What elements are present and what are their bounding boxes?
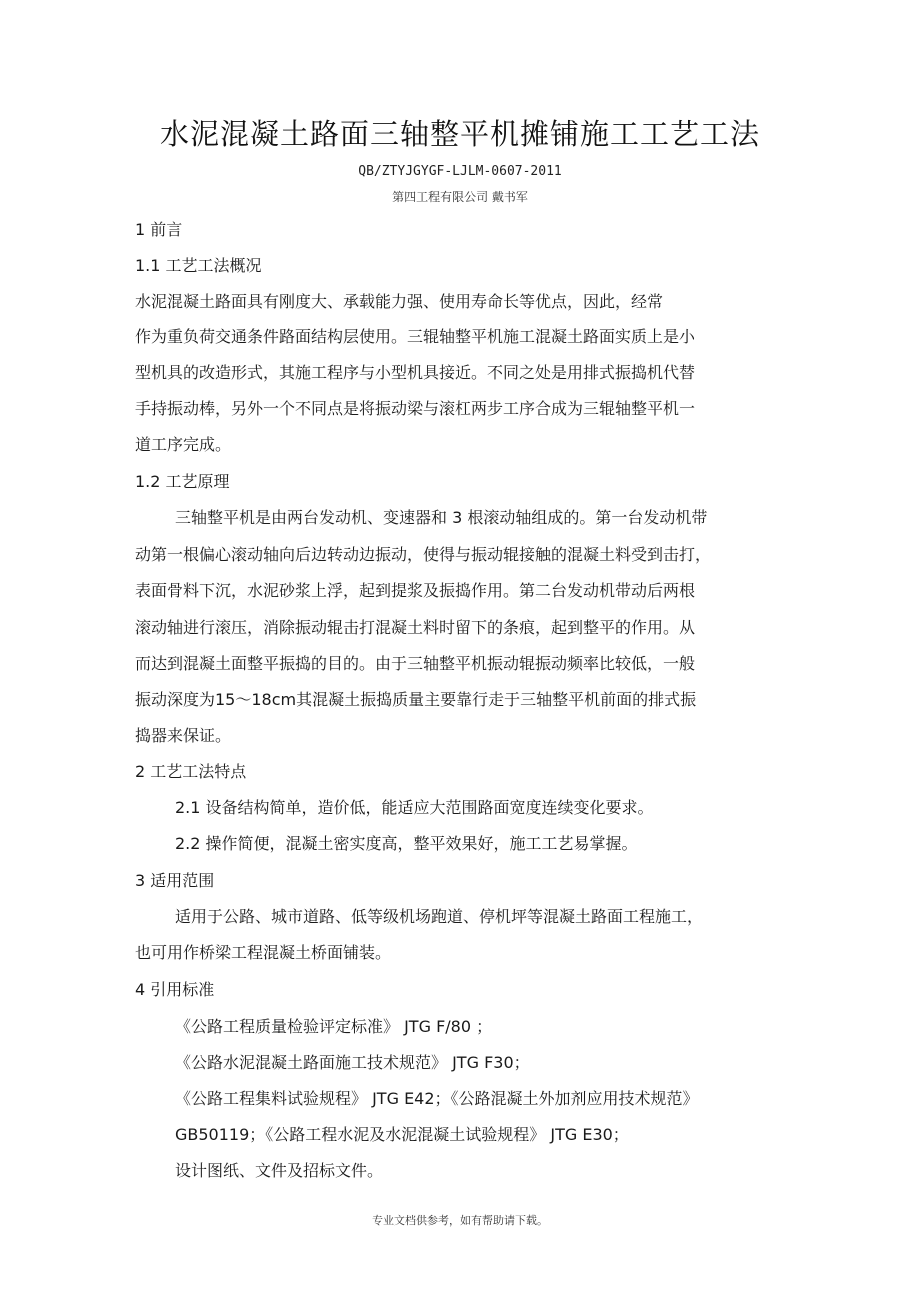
paragraph-line: 也可用作桥梁工程混凝土桥面铺装。 <box>135 943 392 962</box>
heading-1-preface: 1 前言 <box>135 220 183 239</box>
heading-4-references: 4 引用标准 <box>135 980 215 999</box>
document-code: QB/ZTYJGYGF-LJLM-0607-2011 <box>358 164 562 179</box>
list-item: 2.2 操作简便，混凝土密实度高，整平效果好，施工工艺易掌握。 <box>175 834 638 853</box>
paragraph-line: 作为重负荷交通条件路面结构层使用。三辊轴整平机施工混凝土路面实质上是小 <box>135 327 696 346</box>
reference-item: 《公路工程集料试验规程》 JTG E42；《公路混凝土外加剂应用技术规范》 <box>175 1089 699 1108</box>
reference-item: GB50119；《公路工程水泥及水泥混凝土试验规程》 JTG E30； <box>175 1125 629 1144</box>
reference-item: 设计图纸、文件及招标文件。 <box>175 1161 384 1180</box>
reference-item: 《公路水泥混凝土路面施工技术规范》 JTG F30； <box>175 1053 530 1072</box>
paragraph-line: 手持振动棒，另外一个不同点是将振动梁与滚杠两步工序合成为三辊轴整平机一 <box>135 399 696 418</box>
paragraph-line: 适用于公路、城市道路、低等级机场跑道、停机坪等混凝土路面工程施工， <box>175 907 704 926</box>
heading-1-1-overview: 1.1 工艺工法概况 <box>135 256 262 275</box>
reference-item: 《公路工程质量检验评定标准》 JTG F/80 ； <box>175 1017 493 1036</box>
paragraph-line: 三轴整平机是由两台发动机、变速器和 3 根滚动轴组成的。第一台发动机带 <box>175 508 708 527</box>
paragraph-line: 道工序完成。 <box>135 435 232 454</box>
paragraph-line: 振动深度为15～18cm其混凝土振捣质量主要靠行走于三轴整平机前面的排式振 <box>135 690 697 709</box>
heading-2-features: 2 工艺工法特点 <box>135 762 247 781</box>
paragraph-line: 捣器来保证。 <box>135 726 232 745</box>
paragraph-line: 而达到混凝土面整平振捣的目的。由于三轴整平机振动辊振动频率比较低，一般 <box>135 654 696 673</box>
paragraph-line: 型机具的改造形式，其施工程序与小型机具接近。不同之处是用排式振捣机代替 <box>135 363 696 382</box>
document-title: 水泥混凝土路面三轴整平机摊铺施工工艺工法 <box>159 117 760 151</box>
document-author: 第四工程有限公司 戴书军 <box>392 190 528 204</box>
paragraph-line: 动第一根偏心滚动轴向后边转动边振动，使得与振动辊接触的混凝土料受到击打， <box>135 545 712 564</box>
page-footer: 专业文档供参考，如有帮助请下载。 <box>372 1214 548 1227</box>
list-item: 2.1 设备结构简单，造价低，能适应大范围路面宽度连续变化要求。 <box>175 798 654 817</box>
paragraph-line: 表面骨料下沉，水泥砂浆上浮，起到提浆及振捣作用。第二台发动机带动后两根 <box>135 581 696 600</box>
heading-1-2-principle: 1.2 工艺原理 <box>135 472 230 491</box>
paragraph-line: 水泥混凝土路面具有刚度大、承载能力强、使用寿命长等优点，因此，经常 <box>135 292 664 311</box>
paragraph-line: 滚动轴进行滚压，消除振动辊击打混凝土料时留下的条痕，起到整平的作用。从 <box>135 618 696 637</box>
heading-3-scope: 3 适用范围 <box>135 871 215 890</box>
